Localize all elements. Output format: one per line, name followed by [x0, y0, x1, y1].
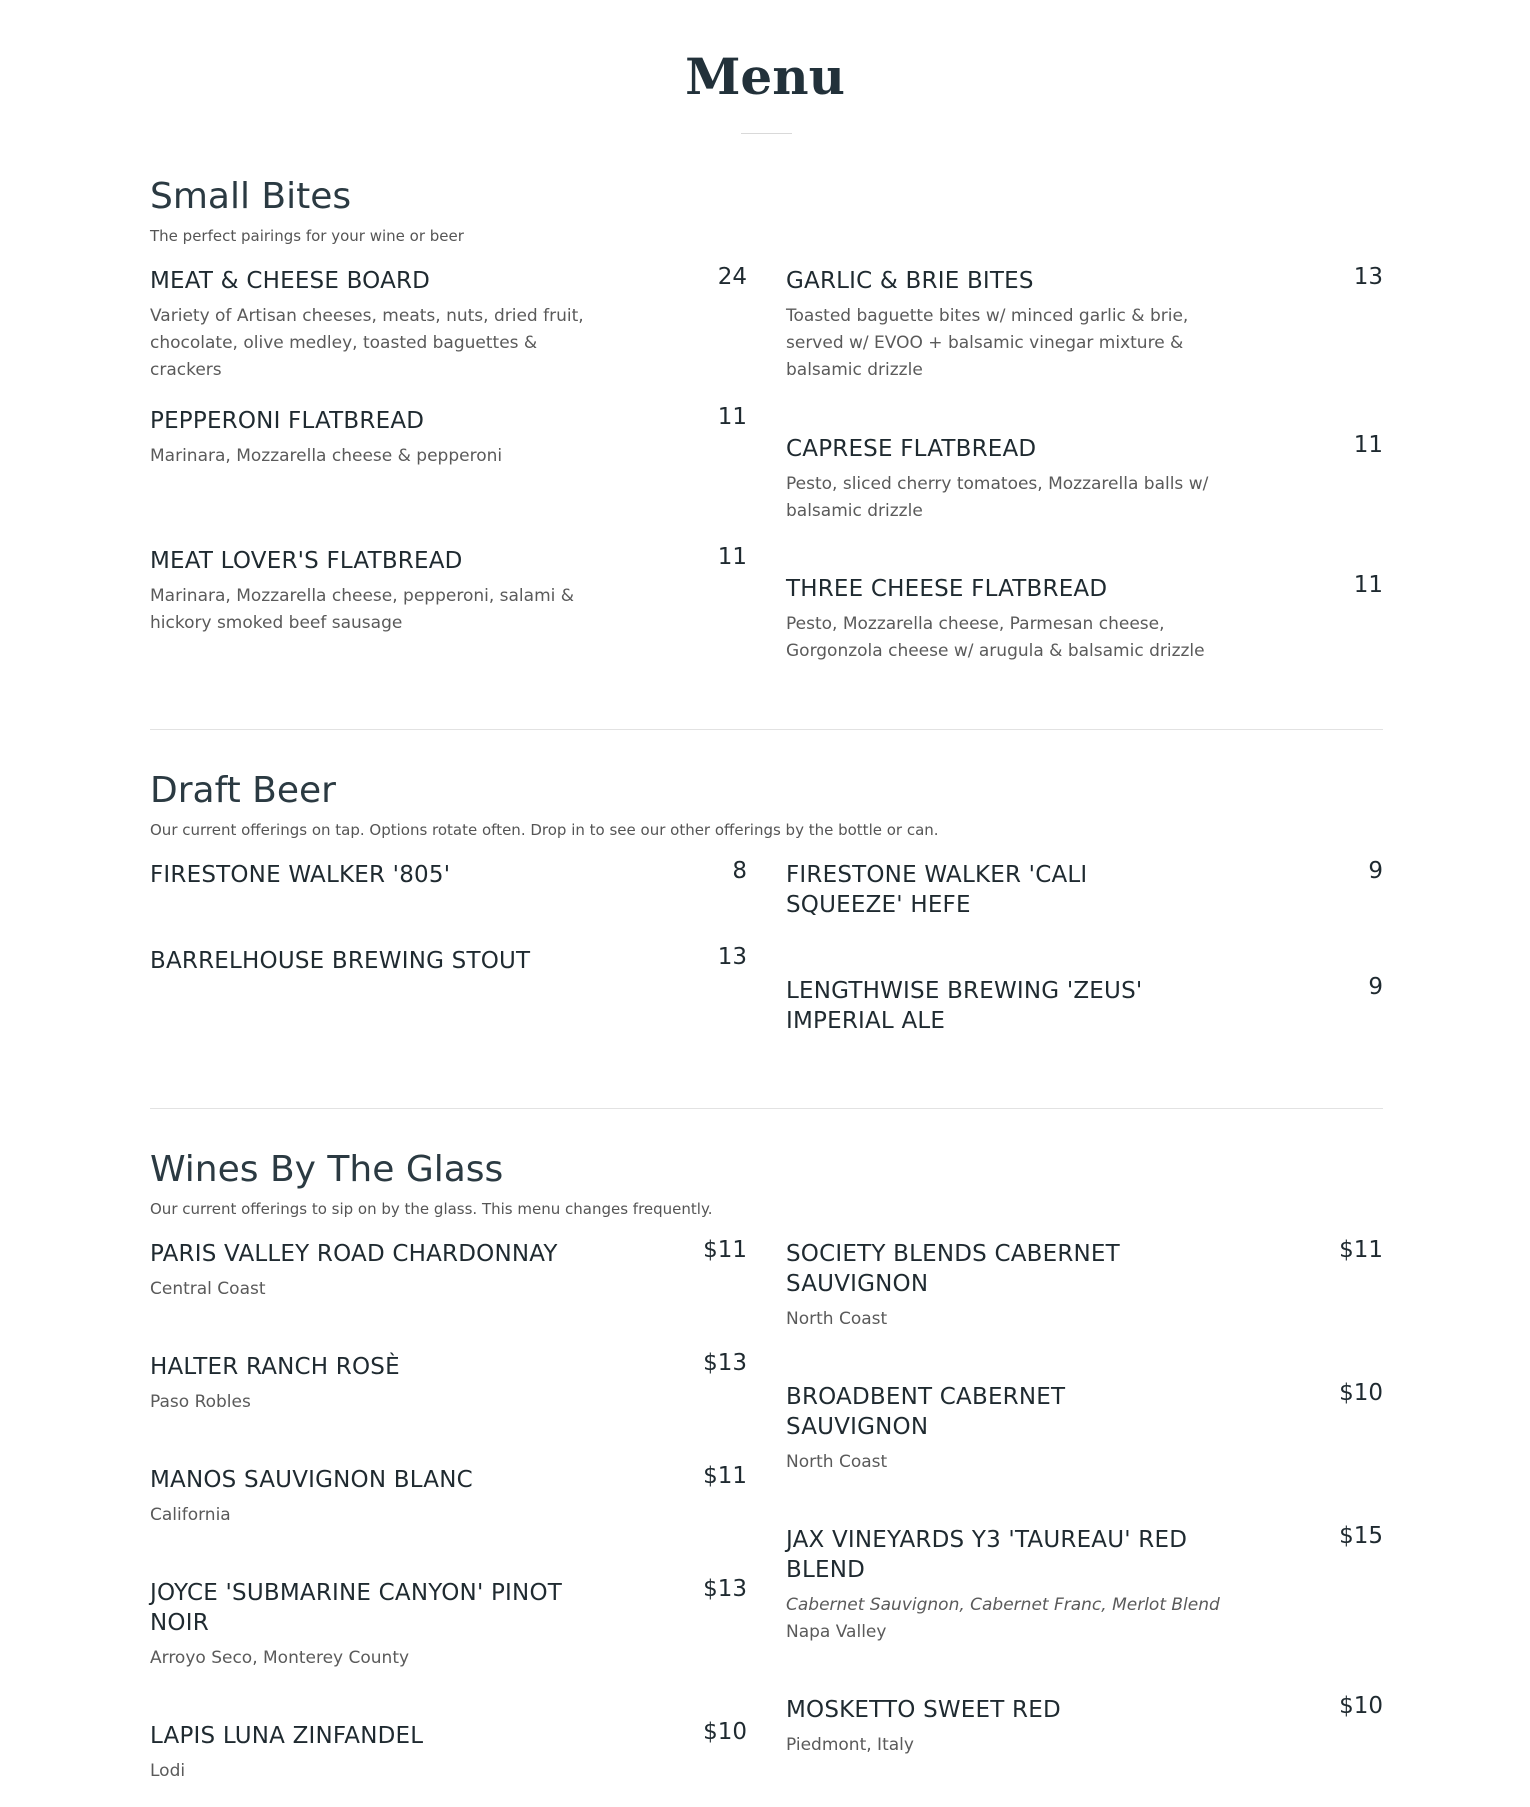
menu-item — [786, 434, 1383, 525]
item-price: 24 — [717, 264, 747, 290]
item-region: Lodi — [150, 1761, 186, 1781]
menu-item — [150, 1352, 747, 1416]
item-price: 11 — [1353, 432, 1383, 458]
item-price: 9 — [1368, 858, 1383, 884]
menu-item — [786, 1525, 1383, 1646]
section-divider — [150, 729, 1383, 730]
item-price: $11 — [703, 1463, 747, 1489]
menu-item — [150, 546, 747, 637]
menu-item — [786, 1695, 1383, 1759]
menu-item — [786, 574, 1383, 665]
item-description: Pesto, Mozzarella cheese, Parmesan cheese, Gorgonzola cheese w/ arugula & balsamic drizzle — [786, 614, 1205, 661]
title-divider — [741, 133, 792, 134]
item-name: SOCIETY BLENDS CABERNET SAUVIGNON — [786, 1241, 1120, 1297]
item-price: $11 — [703, 1237, 747, 1263]
item-price: 13 — [717, 944, 747, 970]
item-name: FIRESTONE WALKER 'CALI SQUEEZE' HEFE — [786, 862, 1088, 918]
section-title: Draft Beer — [150, 770, 336, 811]
section-title: Small Bites — [150, 176, 352, 217]
item-price: 13 — [1353, 264, 1383, 290]
menu-item — [786, 1239, 1383, 1333]
item-price: 11 — [1353, 572, 1383, 598]
item-name: PEPPERONI FLATBREAD — [150, 408, 425, 434]
item-price: 8 — [732, 858, 747, 884]
item-region: Central Coast — [150, 1279, 266, 1299]
item-name: MEAT & CHEESE BOARD — [150, 268, 431, 294]
section-subtitle: Our current offerings on tap. Options rotate often. Drop in to see our other offerings by the bottle or can. — [150, 821, 939, 839]
item-name: LAPIS LUNA ZINFANDEL — [150, 1723, 424, 1749]
section-small-bites — [150, 175, 1383, 661]
item-region: Paso Robles — [150, 1392, 251, 1412]
menu-item — [150, 1578, 747, 1672]
item-name: CAPRESE FLATBREAD — [786, 436, 1037, 462]
item-price: 11 — [717, 544, 747, 570]
item-name: GARLIC & BRIE BITES — [786, 268, 1034, 294]
item-name: FIRESTONE WALKER '805' — [150, 862, 451, 888]
item-name: LENGTHWISE BREWING 'ZEUS' IMPERIAL ALE — [786, 978, 1143, 1034]
item-description: Toasted baguette bites w/ minced garlic & brie, served w/ EVOO + balsamic vinegar mixture & balsamic drizzle — [786, 306, 1189, 380]
item-name: JOYCE 'SUBMARINE CANYON' PINOT NOIR — [150, 1580, 562, 1636]
menu-item — [786, 976, 1383, 1036]
item-price: 11 — [717, 404, 747, 430]
item-price: $11 — [1339, 1237, 1383, 1263]
menu-item — [150, 1721, 747, 1785]
item-description: Marinara, Mozzarella cheese & pepperoni — [150, 446, 503, 466]
item-name: BROADBENT CABERNET SAUVIGNON — [786, 1384, 1066, 1440]
item-price: $10 — [1339, 1693, 1383, 1719]
menu-item — [150, 1239, 747, 1303]
item-description: Pesto, sliced cherry tomatoes, Mozzarella balls w/ balsamic drizzle — [786, 474, 1209, 521]
section-wines — [150, 1148, 1383, 1781]
item-name: JAX VINEYARDS Y3 'TAUREAU' RED BLEND — [786, 1527, 1188, 1583]
section-divider — [150, 1108, 1383, 1109]
item-region: North Coast — [786, 1309, 888, 1329]
item-name: THREE CHEESE FLATBREAD — [786, 576, 1108, 602]
item-name: HALTER RANCH ROSÈ — [150, 1354, 400, 1380]
item-region: Piedmont, Italy — [786, 1735, 914, 1755]
menu-item — [150, 946, 747, 976]
menu-item — [150, 266, 747, 384]
item-price: $13 — [703, 1576, 747, 1602]
item-region: California — [150, 1505, 231, 1525]
section-subtitle: The perfect pairings for your wine or beer — [150, 227, 464, 245]
menu-item — [150, 406, 747, 470]
item-price: $15 — [1339, 1523, 1383, 1549]
menu-item — [786, 860, 1383, 920]
section-subtitle: Our current offerings to sip on by the glass. This menu changes frequently. — [150, 1200, 713, 1218]
item-price: $10 — [1339, 1380, 1383, 1406]
item-grapes: Cabernet Sauvignon, Cabernet Franc, Merlot Blend — [786, 1595, 1220, 1615]
section-title: Wines By The Glass — [150, 1149, 504, 1190]
item-price: 9 — [1368, 974, 1383, 1000]
page-title: Menu — [685, 47, 845, 106]
item-region: North Coast — [786, 1452, 888, 1472]
item-name: MOSKETTO SWEET RED — [786, 1697, 1061, 1723]
item-name: BARRELHOUSE BREWING STOUT — [150, 948, 531, 974]
item-price: $13 — [703, 1350, 747, 1376]
section-draft-beer — [150, 769, 1383, 1034]
menu-item — [150, 1465, 747, 1529]
menu-item — [786, 266, 1383, 384]
item-description: Marinara, Mozzarella cheese, pepperoni, salami & hickory smoked beef sausage — [150, 586, 575, 633]
item-price: $10 — [703, 1719, 747, 1745]
item-region: Napa Valley — [786, 1622, 887, 1642]
item-name: PARIS VALLEY ROAD CHARDONNAY — [150, 1241, 558, 1267]
menu-item — [150, 860, 747, 890]
item-name: MEAT LOVER'S FLATBREAD — [150, 548, 463, 574]
item-description: Variety of Artisan cheeses, meats, nuts, dried fruit, chocolate, olive medley, toasted baguettes & crackers — [150, 306, 584, 380]
item-name: MANOS SAUVIGNON BLANC — [150, 1467, 473, 1493]
menu-item — [786, 1382, 1383, 1476]
item-region: Arroyo Seco, Monterey County — [150, 1648, 410, 1668]
